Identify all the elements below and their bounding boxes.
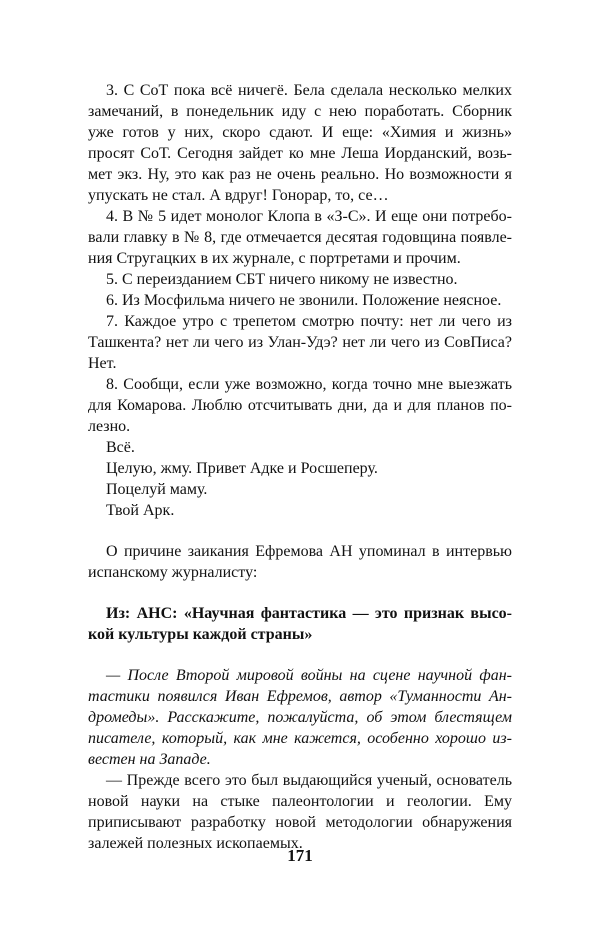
section-gap (88, 583, 512, 603)
closing-line-signature: Твой Арк. (106, 502, 175, 519)
section-gap (88, 645, 512, 665)
closing-line-all: Всё. (106, 439, 135, 456)
letter-paragraph-6: 6. Из Мосфильма ничего не звонили. Положение неясное. (106, 292, 502, 309)
letter-paragraph-7: 7. Каждое утро с трепетом смотрю почту: нет ли чего из Ташкента? нет ли чего из Улан-Удэ? нет ли чего из СовПиса? Нет. (88, 313, 512, 372)
letter-paragraph-3: 3. С СоТ пока всё ничегё. Бела сделала несколько мелких замечаний, в понедельник иду с нею поработать. Сборник уже готов у них, скоро сдают. И еще: «Химия и жизнь» просят СоТ. Сегодня зайдет ко мне Леша Иорданский, возьмет экз. Ну, это как раз не очень реально. Но возможности я упускать не стал. А вдруг! Гонорар, то, се… (88, 82, 512, 204)
page-number: 171 (287, 846, 313, 865)
interview-answer: — Прежде всего это был выдающийся ученый, основатель новой науки на стыке палеонтологии и геологии. Ему приписывают разработку новой методологии обнаружения залежей полезных ископаемых. (88, 772, 512, 852)
letter-paragraph-4: 4. В № 5 идет монолог Клопа в «З-С». И еще они потребовали главку в № 8, где отмечается десятая годовщина появления Стругацких в их журнале, с портретами и прочим. (88, 208, 512, 267)
interview-question: — После Второй мировой войны на сцене научной фантастики появился Иван Ефремов, автор «Туманности Андромеды». Расскажите, пожалуйста, об этом блестящем писателе, который, как мне кажется, особенно хорошо известен на Западе. (88, 667, 512, 768)
section-gap (88, 521, 512, 541)
letter-paragraph-5: 5. С переизданием СБТ ничего никому не известно. (106, 271, 458, 288)
page-body (88, 80, 512, 854)
intro-paragraph: О причине заикания Ефремова АН упоминал в интервью испанскому журналисту: (88, 543, 512, 581)
closing-line-kiss-mom: Поцелуй маму. (106, 481, 208, 498)
letter-paragraph-8: 8. Сообщи, если уже возможно, когда точно мне выезжать для Комарова. Люблю отсчитывать дни, да и для планов полезно. (88, 376, 512, 435)
closing-line-greeting: Целую, жму. Привет Адке и Росшеперу. (106, 460, 378, 477)
section-heading: Из: АНС: «Научная фантастика — это признак высокой культуры каждой страны» (88, 605, 512, 643)
